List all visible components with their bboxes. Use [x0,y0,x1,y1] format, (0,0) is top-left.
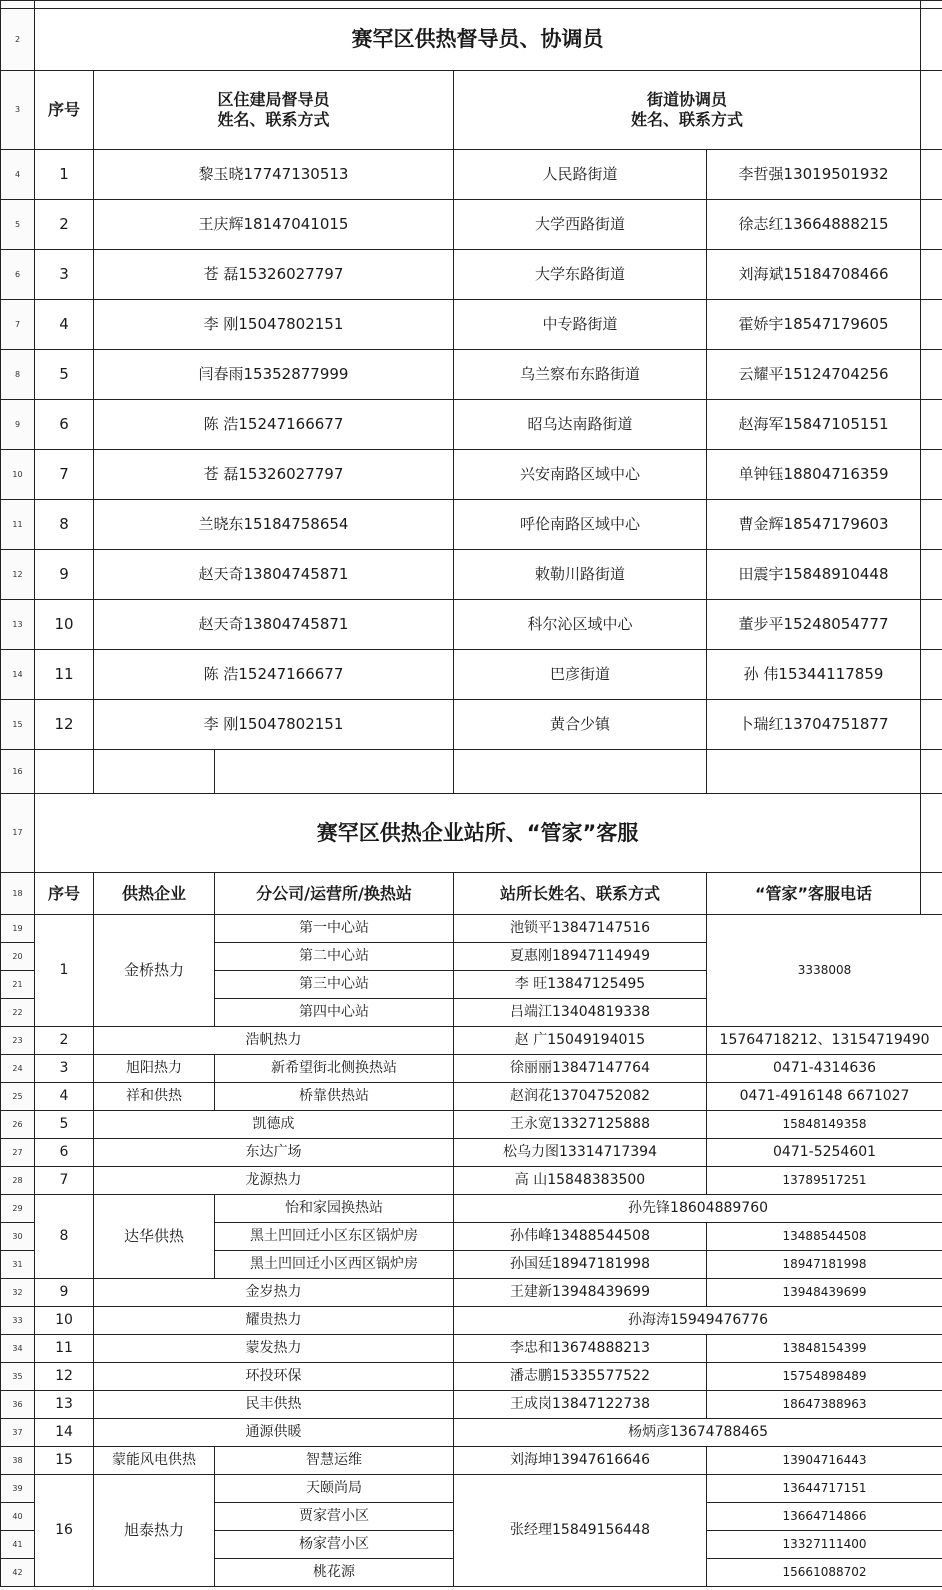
street-cell: 科尔沁区域中心 [454,600,707,650]
seq-cell: 12 [35,1363,94,1391]
cell [921,750,942,794]
table-row [1,550,942,600]
seq-cell: 13 [35,1391,94,1419]
row-number: 9 [1,400,35,450]
cell [921,500,942,550]
branch-cell: 杨家营小区 [215,1531,454,1559]
cell [707,750,921,794]
branch-cell: 智慧运维 [215,1447,454,1475]
manager-cell: 刘海坤13947616646 [454,1447,707,1475]
table-row [1,915,942,943]
cell [454,750,707,794]
company-cell: 金桥热力 [94,915,215,1027]
manager-cell: 赵润花13704752082 [454,1083,707,1111]
company-cell: 东达广场 [94,1139,454,1167]
row-number: 42 [1,1559,35,1587]
seq-cell: 6 [35,1139,94,1167]
seq-cell: 8 [35,500,94,550]
header-supervisor [94,71,454,150]
row-number: 30 [1,1223,35,1251]
table-row [1,9,942,71]
table-row [1,1027,942,1055]
table-row [1,1475,942,1503]
seq-cell: 2 [35,1027,94,1055]
supervisor-cell: 陈 浩15247166677 [94,650,454,700]
header-branch: 分公司/运营所/换热站 [215,873,454,915]
manager-cell: 王永宽13327125888 [454,1111,707,1139]
table-row [1,794,942,873]
row-number: 34 [1,1335,35,1363]
row-number: 32 [1,1279,35,1307]
coordinator-cell: 赵海军15847105151 [707,400,921,450]
branch-cell: 第三中心站 [215,971,454,999]
street-cell: 中专路街道 [454,300,707,350]
coordinator-cell: 李哲强13019501932 [707,150,921,200]
table-row [1,150,942,200]
service-cell: 13327111400 [707,1531,942,1559]
branch-cell: 第一中心站 [215,915,454,943]
row-number: 3 [1,71,35,150]
manager-cell: 吕端江13404819338 [454,999,707,1027]
seq-cell: 7 [35,1167,94,1195]
supervisor-cell: 黎玉晓17747130513 [94,150,454,200]
seq-cell: 6 [35,400,94,450]
row-number: 38 [1,1447,35,1475]
branch-cell: 黑土凹回迁小区东区锅炉房 [215,1223,454,1251]
row-number: 19 [1,915,35,943]
coordinator-cell: 刘海斌15184708466 [707,250,921,300]
seq-cell: 8 [35,1195,94,1279]
branch-cell: 桥靠供热站 [215,1083,454,1111]
header-seq: 序号 [35,71,94,150]
company-cell: 民丰供热 [94,1391,454,1419]
seq-cell: 1 [35,915,94,1027]
table-row [1,1279,942,1307]
table-row [1,1,942,9]
manager-cell: 潘志鹏15335577522 [454,1363,707,1391]
company-cell: 旭阳热力 [94,1055,215,1083]
table-row [1,1083,942,1111]
seq-cell: 1 [35,150,94,200]
row-number: 18 [1,873,35,915]
table-row [1,1307,942,1335]
table-row [1,1447,942,1475]
cell [215,750,454,794]
street-cell: 呼伦南路区域中心 [454,500,707,550]
street-cell: 人民路街道 [454,150,707,200]
table-row [1,600,942,650]
service-cell: 13789517251 [707,1167,942,1195]
seq-cell: 4 [35,300,94,350]
seq-cell: 12 [35,700,94,750]
cell [921,450,942,500]
table-row [1,873,942,915]
service-cell: 15661088702 [707,1559,942,1587]
seq-cell: 9 [35,1279,94,1307]
service-cell: 13948439699 [707,1279,942,1307]
row-number: 39 [1,1475,35,1503]
row-number: 17 [1,794,35,873]
cell [921,9,942,71]
company-cell: 通源供暖 [94,1419,454,1447]
merged-contact-cell: 杨炳彦13674788465 [454,1419,942,1447]
service-cell: 0471-5254601 [707,1139,942,1167]
seq-cell: 7 [35,450,94,500]
table-row [1,1139,942,1167]
street-cell: 大学西路街道 [454,200,707,250]
table-row [1,500,942,550]
street-cell: 昭乌达南路街道 [454,400,707,450]
table-row [1,1111,942,1139]
row-number: 35 [1,1363,35,1391]
row-number: 21 [1,971,35,999]
street-cell: 乌兰察布东路街道 [454,350,707,400]
branch-cell: 第四中心站 [215,999,454,1027]
company-cell: 环投环保 [94,1363,454,1391]
service-cell: 13848154399 [707,1335,942,1363]
manager-cell: 徐丽丽13847147764 [454,1055,707,1083]
cell [921,150,942,200]
company-cell: 蒙发热力 [94,1335,454,1363]
table-row [1,700,942,750]
cell [921,200,942,250]
header-seq: 序号 [35,873,94,915]
seq-cell: 16 [35,1475,94,1587]
supervisor-cell: 兰晓东15184758654 [94,500,454,550]
street-cell: 兴安南路区域中心 [454,450,707,500]
coordinator-cell: 徐志红13664888215 [707,200,921,250]
branch-cell: 贾家营小区 [215,1503,454,1531]
table-row [1,400,942,450]
table-row [1,200,942,250]
service-cell: 13664714866 [707,1503,942,1531]
merged-contact-cell: 孙先锋18604889760 [454,1195,942,1223]
seq-cell: 2 [35,200,94,250]
manager-cell: 池锁平13847147516 [454,915,707,943]
table-row [1,350,942,400]
row-number: 2 [1,9,35,71]
table-row [1,1391,942,1419]
row-number: 27 [1,1139,35,1167]
row-number: 16 [1,750,35,794]
seq-cell: 15 [35,1447,94,1475]
seq-cell: 9 [35,550,94,600]
branch-cell: 新希望街北侧换热站 [215,1055,454,1083]
row-number: 10 [1,450,35,500]
service-cell: 13644717151 [707,1475,942,1503]
company-cell: 龙源热力 [94,1167,454,1195]
seq-cell: 10 [35,1307,94,1335]
cell [921,550,942,600]
header-coordinator [454,71,921,150]
cell [921,300,942,350]
street-cell: 黄合少镇 [454,700,707,750]
manager-cell: 夏惠刚18947114949 [454,943,707,971]
manager-cell: 王成岗13847122738 [454,1391,707,1419]
service-cell: 3338008 [707,915,942,1027]
service-cell: 0471-4314636 [707,1055,942,1083]
seq-cell: 5 [35,1111,94,1139]
branch-cell: 天颐尚局 [215,1475,454,1503]
manager-cell: 张经理15849156448 [454,1475,707,1587]
header-service: “管家”客服电话 [707,873,921,915]
row-number: 33 [1,1307,35,1335]
cell [921,71,942,150]
row-number: 13 [1,600,35,650]
row-number: 8 [1,350,35,400]
street-cell: 敕勒川路街道 [454,550,707,600]
cell [921,350,942,400]
section-title: 赛罕区供热督导员、协调员 [35,9,921,71]
seq-cell: 11 [35,1335,94,1363]
coordinator-cell: 田震宇15848910448 [707,550,921,600]
coordinator-cell: 董步平15248054777 [707,600,921,650]
merged-contact-cell: 孙海涛15949476776 [454,1307,942,1335]
header-coordinator-line2: 姓名、联系方式 [631,110,744,129]
supervisor-cell: 赵天奇13804745871 [94,550,454,600]
supervisor-cell: 李 刚15047802151 [94,700,454,750]
row-number: 4 [1,150,35,200]
street-cell: 大学东路街道 [454,250,707,300]
service-cell: 0471-4916148 6671027 [707,1083,942,1111]
header-company: 供热企业 [94,873,215,915]
branch-cell: 黑土凹回迁小区西区锅炉房 [215,1251,454,1279]
service-cell: 18647388963 [707,1391,942,1419]
row-number: 26 [1,1111,35,1139]
cell [921,600,942,650]
supervisor-cell: 王庆辉18147041015 [94,200,454,250]
table-row [1,1195,942,1223]
row-number: 14 [1,650,35,700]
table-row [1,300,942,350]
seq-cell: 3 [35,250,94,300]
row-number: 15 [1,700,35,750]
coordinator-cell: 霍娇宇18547179605 [707,300,921,350]
table-row [1,1167,942,1195]
cell [921,250,942,300]
header-coordinator-line1: 街道协调员 [647,90,728,109]
cell [35,1,921,9]
company-cell: 金岁热力 [94,1279,454,1307]
cell [921,400,942,450]
service-cell: 13904716443 [707,1447,942,1475]
company-cell: 耀贵热力 [94,1307,454,1335]
row-number: 23 [1,1027,35,1055]
supervisor-cell: 赵天奇13804745871 [94,600,454,650]
coordinator-cell: 云耀平15124704256 [707,350,921,400]
supervisor-cell: 闫春雨15352877999 [94,350,454,400]
supervisor-cell: 李 刚15047802151 [94,300,454,350]
seq-cell: 14 [35,1419,94,1447]
branch-cell: 怡和家园换热站 [215,1195,454,1223]
service-cell: 13488544508 [707,1223,942,1251]
table-row [1,71,942,150]
row-number: 20 [1,943,35,971]
service-cell: 15848149358 [707,1111,942,1139]
supervisor-cell: 苍 磊15326027797 [94,250,454,300]
row-number: 11 [1,500,35,550]
row-number: 24 [1,1055,35,1083]
supervisor-cell: 苍 磊15326027797 [94,450,454,500]
cell [921,873,942,915]
company-cell: 浩帆热力 [94,1027,454,1055]
table-row [1,450,942,500]
cell [94,750,215,794]
coordinator-cell: 单钟钰18804716359 [707,450,921,500]
manager-cell: 高 山15848383500 [454,1167,707,1195]
manager-cell: 李忠和13674888213 [454,1335,707,1363]
row-number: 6 [1,250,35,300]
company-cell: 祥和供热 [94,1083,215,1111]
seq-cell: 5 [35,350,94,400]
seq-cell: 3 [35,1055,94,1083]
row-number: 22 [1,999,35,1027]
cell [921,794,942,873]
manager-cell: 孙伟峰13488544508 [454,1223,707,1251]
row-number [1,1,35,9]
manager-cell: 松乌力图13314717394 [454,1139,707,1167]
street-cell: 巴彦街道 [454,650,707,700]
manager-cell: 王建新13948439699 [454,1279,707,1307]
row-number: 28 [1,1167,35,1195]
header-supervisor-line1: 区住建局督导员 [217,90,330,109]
coordinator-cell: 卜瑞红13704751877 [707,700,921,750]
table-row [1,250,942,300]
header-supervisor-line2: 姓名、联系方式 [217,110,330,129]
row-number: 12 [1,550,35,600]
company-cell: 凯德成 [94,1111,454,1139]
service-cell: 15754898489 [707,1363,942,1391]
section-title: 赛罕区供热企业站所、“管家”客服 [35,794,921,873]
table-row [1,1335,942,1363]
row-number: 36 [1,1391,35,1419]
service-cell: 15764718212、13154719490 [707,1027,942,1055]
service-cell: 18947181998 [707,1251,942,1279]
company-cell: 蒙能风电供热 [94,1447,215,1475]
manager-cell: 赵 广15049194015 [454,1027,707,1055]
row-number: 29 [1,1195,35,1223]
manager-cell: 孙国廷18947181998 [454,1251,707,1279]
table-row [1,1419,942,1447]
manager-cell: 李 旺13847125495 [454,971,707,999]
cell [921,1,942,9]
company-cell: 旭泰热力 [94,1475,215,1587]
table-row [1,1055,942,1083]
row-number: 40 [1,1503,35,1531]
table-row [1,650,942,700]
row-number: 37 [1,1419,35,1447]
branch-cell: 第二中心站 [215,943,454,971]
table-row [1,750,942,794]
row-number: 31 [1,1251,35,1279]
coordinator-cell: 孙 伟15344117859 [707,650,921,700]
table-row [1,1363,942,1391]
cell [921,700,942,750]
supervisor-cell: 陈 浩15247166677 [94,400,454,450]
branch-cell: 桃花源 [215,1559,454,1587]
cell [35,750,94,794]
seq-cell: 11 [35,650,94,700]
coordinator-cell: 曹金辉18547179603 [707,500,921,550]
row-number: 41 [1,1531,35,1559]
row-number: 7 [1,300,35,350]
seq-cell: 4 [35,1083,94,1111]
row-number: 25 [1,1083,35,1111]
header-manager: 站所长姓名、联系方式 [454,873,707,915]
row-number: 5 [1,200,35,250]
company-cell: 达华供热 [94,1195,215,1279]
seq-cell: 10 [35,600,94,650]
cell [921,650,942,700]
